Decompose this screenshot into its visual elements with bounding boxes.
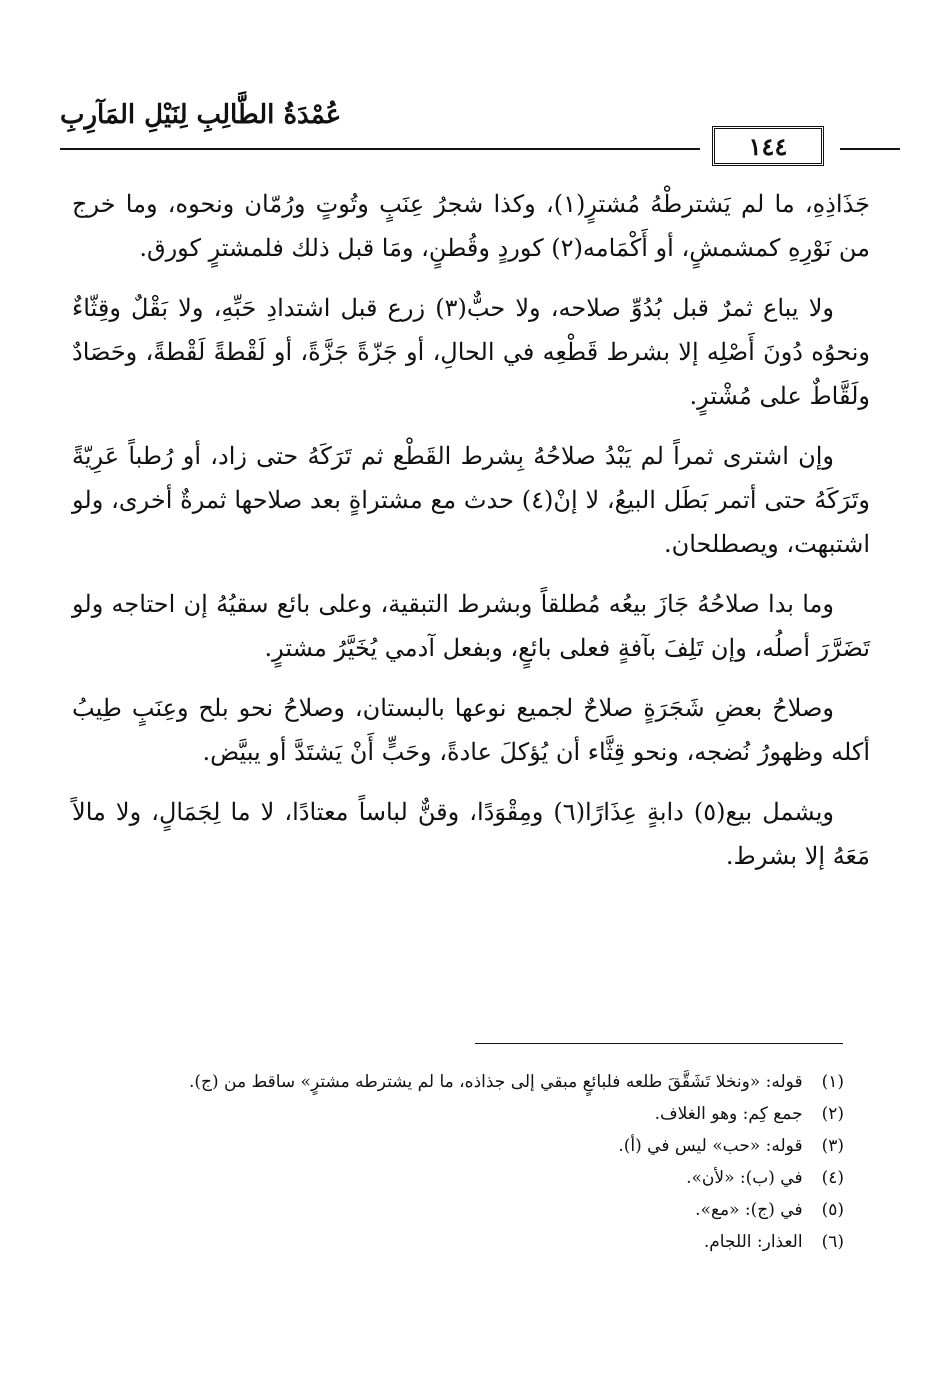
header-rule-short	[840, 148, 900, 150]
paragraph: وما بدا صلاحُهُ جَازَ بيعُه مُطلقاً وبشرط التبقية، وعلى بائع سقيُهُ إن احتاجه ولو تَضَرَّرَ أصلُه، وإن تَلِفَ بآفةٍ فعلى بائعٍ، وبفعل آدمي يُخَيَّرُ مشترٍ.	[72, 590, 870, 662]
footnotes	[84, 1066, 844, 1258]
footnote-number: (٥)	[821, 1200, 844, 1220]
footnote-number: (٦)	[821, 1232, 844, 1252]
paragraph: ولا يباع ثمرٌ قبل بُدُوِّ صلاحه، ولا حبٌّ(٣) زرع قبل اشتدادِ حَبِّهِ، ولا بَقْلٌ وقِثّاءٌ ونحوُه دُونَ أَصْلِه إلا بشرط قَطْعِه في الحالِ، أو جَزّةً جَزَّةً، أو لَقْطةً لَقْطةً، وحَصَادٌ ولَقَّاطٌ على مُشْترٍ.	[72, 294, 870, 410]
main-text	[72, 182, 870, 894]
footnote-number: (١)	[821, 1072, 844, 1092]
footnote	[84, 1162, 844, 1194]
paragraph: وصلاحُ بعضِ شَجَرَةٍ صلاحٌ لجميع نوعها بالبستان، وصلاحُ نحو بلح وعِنَبٍ طِيبُ أكله وظهورُ نُضجه، ونحو قِثَّاء أن يُؤكلَ عادةً، وحَبٍّ أَنْ يَشتَدَّ أو يبيَّض.	[72, 694, 870, 766]
footnote-number: (٢)	[821, 1104, 844, 1124]
book-title: عُمْدَةُ الطَّالِبِ لِنَيْلِ المَآرِبِ	[60, 100, 342, 130]
footnote-number: (٣)	[821, 1136, 844, 1156]
footnote	[84, 1226, 844, 1258]
page-number: ١٤٤	[712, 126, 824, 166]
footnote-separator	[475, 1043, 843, 1044]
running-header	[60, 100, 872, 170]
footnote	[84, 1130, 844, 1162]
footnote-text: قوله: «حب» ليس في (أ).	[618, 1136, 803, 1156]
paragraph: جَذَاذِهِ، ما لم يَشترطْهُ مُشترٍ(١)، وكذا شجرُ عِنَبٍ وتُوتٍ ورُمّان ونحوه، وما خرج من نَوْرِهِ كمشمشٍ، أو أَكْمَامه(٢) كوردٍ وقُطنٍ، ومَا قبل ذلك فلمشترٍ كورق.	[72, 190, 870, 262]
footnote	[84, 1194, 844, 1226]
header-rule	[60, 148, 700, 150]
footnote-text: في (ب): «لأن».	[686, 1168, 803, 1188]
footnote-number: (٤)	[821, 1168, 844, 1188]
footnote	[84, 1066, 844, 1098]
paragraph: ويشمل بيع(٥) دابةٍ عِذَارًا(٦) ومِقْوَدًا، وقنٌّ لباساً معتادًا، لا ما لِجَمَالٍ، ولا مالاً مَعَهُ إلا بشرط.	[72, 798, 870, 870]
footnote	[84, 1098, 844, 1130]
footnote-text: في (ج): «مع».	[695, 1200, 803, 1220]
footnote-text: العذار: اللجام.	[703, 1232, 803, 1252]
paragraph: وإن اشترى ثمراً لم يَبْدُ صلاحُهُ بِشرط القَطْع ثم تَرَكَهُ حتى زاد، أو رُطباً عَرِيّةً وتَرَكَهُ حتى أتمر بَطَل البيعُ، لا إنْ(٤) حدث مع مشتراةٍ بعد صلاحها ثمرةٌ أخرى، ولو اشتبهت، ويصطلحان.	[72, 442, 871, 558]
footnote-text: قوله: «ونخلا تَشَقَّقَ طلعه فلبائعٍ مبقي إلى جذاذه، ما لم يشترطه مشترٍ» ساقط من (ج).	[188, 1072, 803, 1092]
footnote-text: جمع كِم: وهو الغلاف.	[654, 1104, 803, 1124]
